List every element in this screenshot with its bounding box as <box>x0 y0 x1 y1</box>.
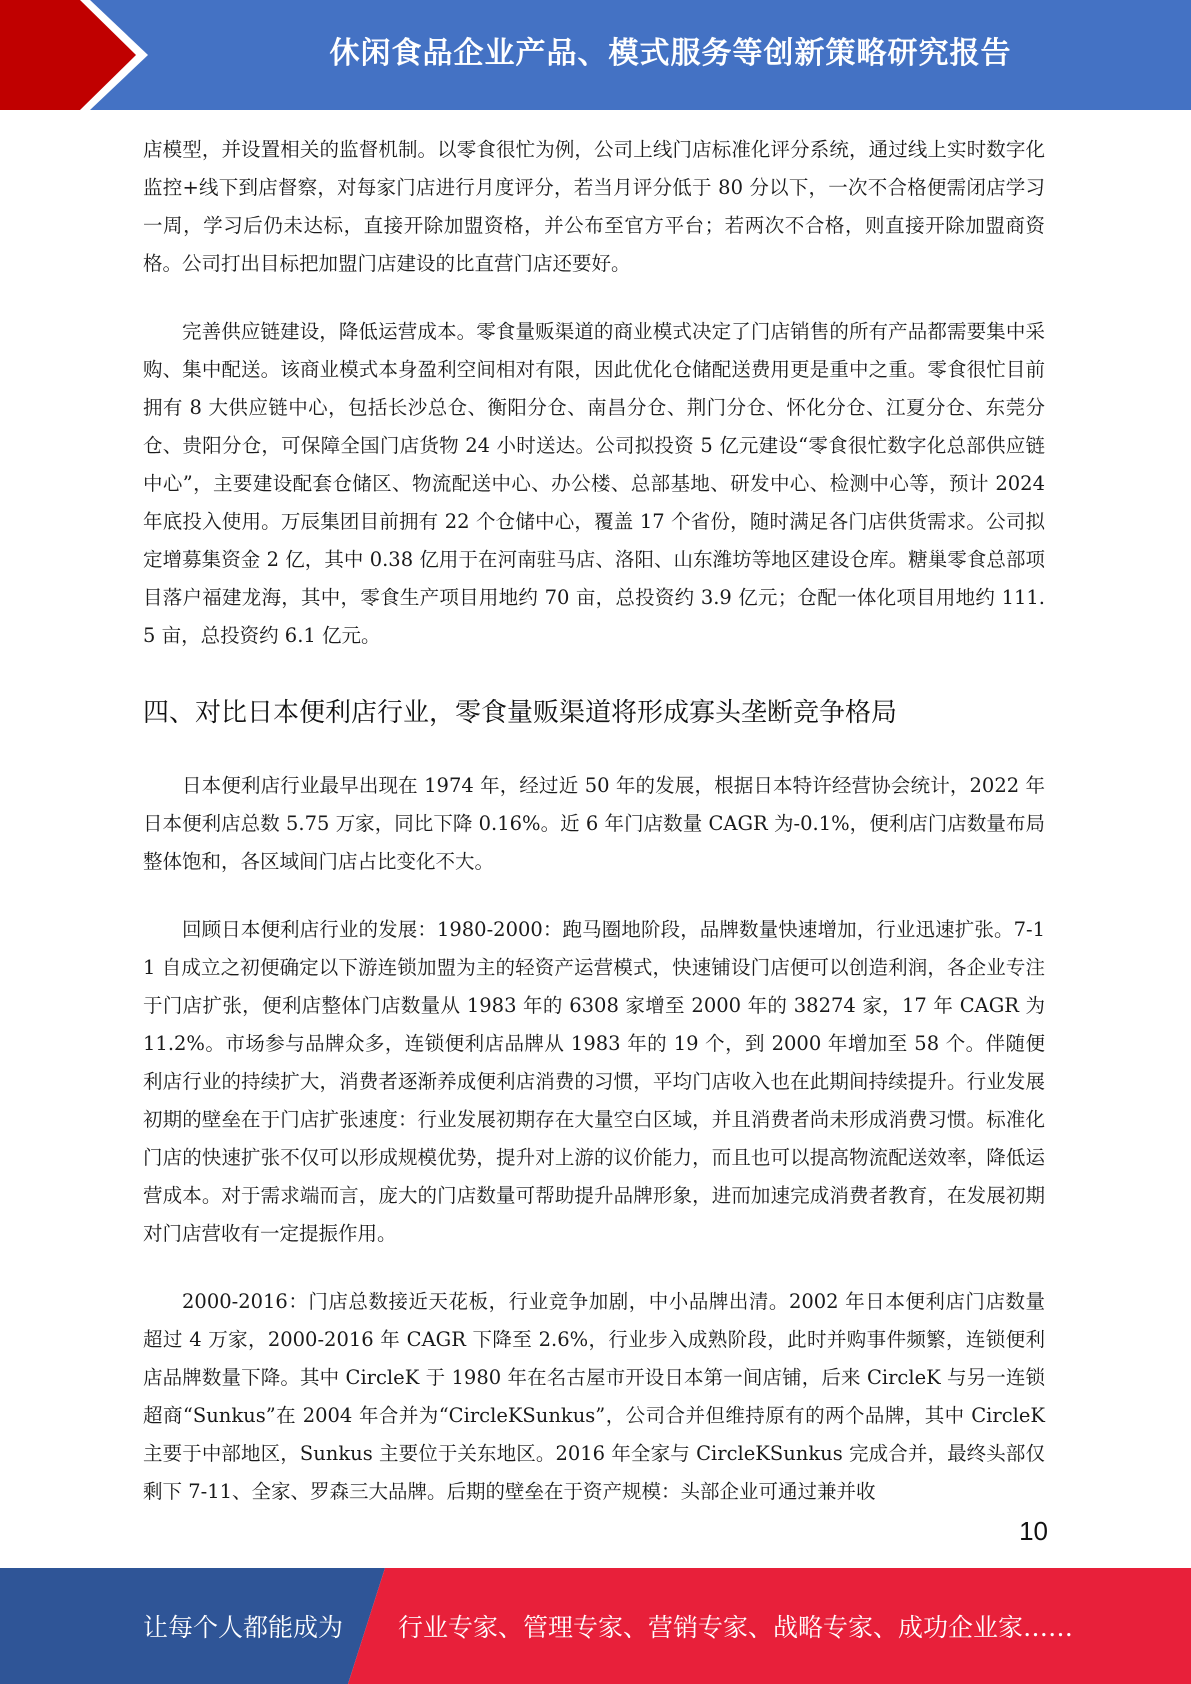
paragraph-japan-2000-2016: 2000-2016：门店总数接近天花板，行业竞争加剧，中小品牌出清。2002 年日本便利店门店数量超过 4 万家，2000-2016 年 CAGR 下降至 2.6%，行业步入成熟阶段，此时并购事件频繁，连锁便利店品牌数量下降。其中 CircleK 于 1980 年在名古屋市开设日本第一间店铺，后来 CircleK 与另一连锁超商“Sunkus”在 2004 年合并为“CircleKSunkus”，公司合并但维持原有的两个品牌，其中 CircleK 主要于中部地区，Sunkus 主要位于关东地区。2016 年全家与 CircleKSunkus 完成合并，最终头部仅剩下 7-11、全家、罗森三大品牌。后期的壁垒在于资产规模：头部企业可通过兼并收 <box>143 1290 1045 1503</box>
page-header-banner <box>0 0 1191 110</box>
page-number: 10 <box>1019 1516 1048 1546</box>
paragraph-japan-1980-2000: 回顾日本便利店行业的发展：1980-2000：跑马圈地阶段，品牌数量快速增加，行业迅速扩张。7-11 自成立之初便确定以下游连锁加盟为主的轻资产运营模式，快速铺设门店便可以创造利润，各企业专注于门店扩张，便利店整体门店数量从 1983 年的 6308 家增至 2000 年的 38274 家，17 年 CAGR 为 11.2%。市场参与品牌众多，连锁便利店品牌从 1983 年的 19 个，到 2000 年增加至 58 个。伴随便利店行业的持续扩大，消费者逐渐养成便利店消费的习惯，平均门店收入也在此期间持续提升。行业发展初期的壁垒在于门店扩张速度：行业发展初期存在大量空白区域，并且消费者尚未形成消费习惯。标准化门店的快速扩张不仅可以形成规模优势，提升对上游的议价能力，而且也可以提高物流配送效率，降低运营成本。对于需求端而言，庞大的门店数量可帮助提升品牌形象，进而加速完成消费者教育，在发展初期对门店营收有一定提振作用。 <box>143 918 1045 1245</box>
paragraph-japan-overview: 日本便利店行业最早出现在 1974 年，经过近 50 年的发展，根据日本特许经营协会统计，2022 年日本便利店总数 5.75 万家，同比下降 0.16%。近 6 年门店数量 CAGR 为-0.1%，便利店门店数量布局整体饱和，各区域间门店占比变化不大。 <box>143 774 1045 873</box>
paragraph-franchise-supervision: 店模型，并设置相关的监督机制。以零食很忙为例，公司上线门店标准化评分系统，通过线上实时数字化监控+线下到店督察，对每家门店进行月度评分，若当月评分低于 80 分以下，一次不合格便需闭店学习一周，学习后仍未达标，直接开除加盟资格，并公布至官方平台；若两次不合格，则直接开除加盟商资格。公司打出目标把加盟门店建设的比直营门店还要好。 <box>143 138 1045 275</box>
page-body <box>143 131 1045 1511</box>
page-footer-banner <box>0 1568 1191 1684</box>
section-heading: 四、对比日本便利店行业，零食量贩渠道将形成寡头垄断竞争格局 <box>143 698 898 728</box>
report-title: 休闲食品企业产品、模式服务等创新策略研究报告 <box>329 36 1012 71</box>
paragraph-supply-chain: 完善供应链建设，降低运营成本。零食量贩渠道的商业模式决定了门店销售的所有产品都需要集中采购、集中配送。该商业模式本身盈利空间相对有限，因此优化仓储配送费用更是重中之重。零食很忙目前拥有 8 大供应链中心，包括长沙总仓、衡阳分仓、南昌分仓、荆门分仓、怀化分仓、江夏分仓、东莞分仓、贵阳分仓，可保障全国门店货物 24 小时送达。公司拟投资 5 亿元建设“零食很忙数字化总部供应链中心”，主要建设配套仓储区、物流配送中心、办公楼、总部基地、研发中心、检测中心等，预计 2024 年底投入使用。万辰集团目前拥有 22 个仓储中心，覆盖 17 个省份，随时满足各门店供货需求。公司拟定增募集资金 2 亿，其中 0.38 亿用于在河南驻马店、洛阳、山东潍坊等地区建设仓库。糖巢零食总部项目落户福建龙海，其中，零食生产项目用地约 70 亩，总投资约 3.9 亿元；仓配一体化项目用地约 111.5 亩，总投资约 6.1 亿元。 <box>143 320 1045 647</box>
footer-slogan-right: 行业专家、管理专家、营销专家、战略专家、成功企业家…… <box>398 1613 1074 1642</box>
footer-slogan-left: 让每个人都能成为 <box>143 1613 344 1642</box>
